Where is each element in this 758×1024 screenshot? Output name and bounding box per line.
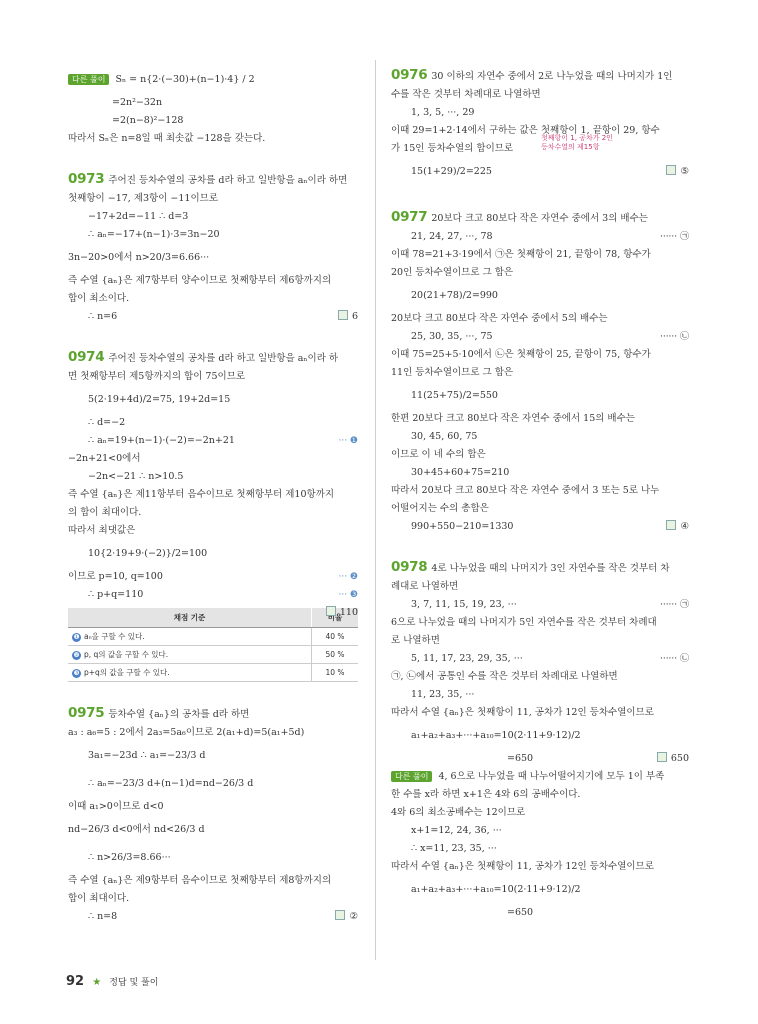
formula-line: a₃ : a₆=5 : 2에서 2a₃=5a₆이므로 2(a₁+d)=5(a₁+5d) [68, 727, 305, 738]
step-number-icon: ❷ [73, 651, 80, 659]
formula-line: 30, 45, 60, 75 [411, 431, 478, 442]
table-header: 비율 [312, 608, 359, 628]
problem-0977 [391, 208, 689, 536]
text-line: ㉠, ㉡에서 공통인 수를 작은 것부터 차례대로 나열하면 [391, 671, 618, 682]
text-line: 한편 20보다 크고 80보다 작은 자연수 중에서 15의 배수는 [391, 413, 635, 424]
text-line: 주어진 등차수열의 공차를 d라 하고 일반항을 aₙ이라 하면 [108, 175, 348, 186]
problem-number: 0978 [391, 559, 428, 575]
table-header: 채점 기준 [68, 608, 312, 628]
formula-line: nd−26/3 d<0에서 nd<26/3 d [68, 824, 205, 835]
formula-line: ∴ aₙ=−23/3 d+(n−1)d=nd−26/3 d [88, 778, 254, 789]
star-icon: ★ [92, 977, 102, 988]
formula-line: 21, 24, 27, ···, 78 [411, 231, 493, 242]
text-line: 어떨어지는 수의 총합은 [391, 503, 489, 514]
text-line: 4와 6의 최소공배수는 12이므로 [391, 807, 526, 818]
formula-line: 15(1+29)/2=225 [411, 166, 492, 177]
text-line: 즉 수열 {aₙ}은 제11항부터 음수이므로 첫째항부터 제10항까지 [68, 489, 335, 500]
label-marker: ······ ㉡ [659, 654, 689, 664]
intro-solution [68, 66, 358, 148]
formula-line: 3n−20>0에서 n>20/3=6.66··· [68, 252, 210, 263]
alt-solution [391, 768, 689, 922]
formula-line: Sₙ = n{2·(−30)+(n−1)·4} / 2 [115, 74, 255, 85]
formula-line: 11(25+75)/2=550 [411, 390, 498, 401]
answer-box: 6 [338, 308, 358, 326]
note-line: 등차수열의 제15항 [541, 143, 600, 151]
answer-box: ② [335, 908, 358, 926]
text-line: 20보다 크고 80보다 작은 자연수 중에서 5의 배수는 [391, 313, 608, 324]
formula-line: 990+550−210=1330 [411, 521, 514, 532]
text-line: 등차수열 {aₙ}의 공차를 d라 하면 [108, 709, 250, 720]
text-line: 20인 등차수열이므로 그 합은 [391, 267, 514, 278]
problem-0975 [68, 704, 358, 926]
text-line: 30 이하의 자연수 중에서 2로 나누었을 때의 나머지가 1인 [431, 71, 673, 82]
formula-line: ∴ n=8 [88, 911, 118, 922]
text-line: 가 15인 등차수열의 합이므로 [391, 143, 514, 154]
table-row [68, 664, 358, 682]
text-line: 이때 29=1+2·14에서 구하는 값은 첫째항이 1, 끝항이 29, 항수 [391, 125, 660, 136]
criterion-text: p+q의 값을 구할 수 있다. [84, 668, 170, 677]
text-line: 따라서 수열 {aₙ}은 첫째항이 11, 공차가 12인 등차수열이므로 [391, 707, 654, 718]
problem-number: 0976 [391, 67, 428, 83]
step-marker: ··· ❷ [338, 572, 358, 582]
formula-line: ∴ n>26/3=8.66··· [88, 852, 171, 863]
table-row [68, 628, 358, 646]
label-marker: ······ ㉠ [659, 600, 689, 610]
text-line: 례대로 나열하면 [391, 581, 459, 592]
text-line: 4, 6으로 나누었을 때 나누어떨어지기에 모두 1이 부족 [438, 771, 665, 782]
formula-line: x+1=12, 24, 36, ··· [411, 825, 502, 836]
text-line: 의 합이 최대이다. [68, 507, 142, 518]
problem-0976 [391, 66, 689, 186]
text-line: 합이 최소이다. [68, 293, 130, 304]
step-number-icon: ❶ [73, 633, 80, 641]
text-line: 이때 78=21+3·19에서 ㉠은 첫째항이 21, 끝항이 78, 항수가 [391, 249, 651, 260]
text-line: 따라서 20보다 크고 80보다 작은 자연수 중에서 3 또는 5로 나누 [391, 485, 660, 496]
text-line: 첫째항이 −17, 제3항이 −11이므로 [68, 193, 218, 204]
formula-line: 11, 23, 35, ··· [411, 689, 475, 700]
answer-box: 110 [326, 604, 358, 622]
table-row [68, 646, 358, 664]
formula-line: −2n+21<0에서 [68, 453, 141, 464]
text-line: 즉 수열 {aₙ}은 제7항부터 양수이므로 첫째항부터 제6항까지의 [68, 275, 332, 286]
formula-line: ∴ x=11, 23, 35, ··· [411, 843, 497, 854]
answer-box: 650 [657, 750, 689, 768]
formula-line: 10{2·19+9·(−2)}/2=100 [88, 548, 208, 559]
text-line: 면 첫째항부터 제5항까지의 합이 75이므로 [68, 371, 246, 382]
criterion-text: aₙ을 구할 수 있다. [84, 632, 145, 641]
answer-box: ④ [666, 518, 689, 536]
text-line: 11인 등차수열이므로 그 합은 [391, 367, 514, 378]
left-column [68, 66, 358, 926]
footer-title: 정답 및 풀이 [109, 978, 159, 988]
formula-line: ∴ aₙ=19+(n−1)·(−2)=−2n+21 [88, 435, 235, 446]
formula-line: =2n²−32n [112, 97, 163, 108]
formula-line: 5(2·19+4d)/2=75, 19+2d=15 [88, 394, 231, 405]
ratio-cell: 50 % [312, 646, 359, 664]
text-line: 즉 수열 {aₙ}은 제9항부터 음수이므로 첫째항부터 제8항까지의 [68, 875, 332, 886]
formula-line: =650 [507, 907, 534, 918]
problem-number: 0977 [391, 209, 428, 225]
ratio-cell: 40 % [312, 628, 359, 646]
answer-box: ⑤ [666, 158, 689, 186]
formula-line: 이므로 p=10, q=100 [68, 571, 163, 582]
formula-line: 3, 7, 11, 15, 19, 23, ··· [411, 599, 517, 610]
formula-line: −2n<−21 ∴ n>10.5 [88, 471, 184, 482]
formula-line: ∴ n=6 [88, 311, 118, 322]
ratio-cell: 10 % [312, 664, 359, 682]
formula-line: ∴ aₙ=−17+(n−1)·3=3n−20 [88, 229, 220, 240]
text-line: 따라서 Sₙ은 n=8일 때 최솟값 −128을 갖는다. [68, 133, 266, 144]
text-line: 따라서 수열 {aₙ}은 첫째항이 11, 공차가 12인 등차수열이므로 [391, 861, 654, 872]
page-footer [66, 970, 158, 989]
formula-line: 5, 11, 17, 23, 29, 35, ··· [411, 653, 523, 664]
problem-0974 [68, 348, 358, 682]
formula-line: 3a₁=−23d ∴ a₁=−23/3 d [88, 750, 206, 761]
problem-number: 0974 [68, 349, 105, 365]
text-line: 로 나열하면 [391, 635, 440, 646]
formula-line: 1, 3, 5, ···, 29 [411, 107, 475, 118]
alt-solution-tag: 다른 풀이 [391, 771, 432, 782]
formula-line: ∴ p+q=110 [88, 589, 144, 600]
step-marker: ··· ❸ [338, 590, 358, 600]
text-line: 한 수를 x라 하면 x+1은 4와 6의 공배수이다. [391, 789, 581, 800]
step-number-icon: ❸ [73, 669, 80, 677]
text-line: 6으로 나누었을 때의 나머지가 5인 자연수를 작은 것부터 차례대 [391, 617, 657, 628]
text-line: 이때 75=25+5·10에서 ㉡은 첫째항이 25, 끝항이 75, 항수가 [391, 349, 651, 360]
formula-line: =2(n−8)²−128 [112, 115, 184, 126]
criterion-text: p, q의 값을 구할 수 있다. [84, 650, 169, 659]
right-column [391, 66, 689, 922]
formula-line: 이때 a₁>0이므로 d<0 [68, 801, 164, 812]
label-marker: ······ ㉡ [659, 332, 689, 342]
problem-number: 0973 [68, 171, 105, 187]
label-marker: ······ ㉠ [659, 232, 689, 242]
formula-line: =650 [507, 753, 534, 764]
formula-line: ∴ d=−2 [88, 417, 126, 428]
margin-note [541, 134, 613, 152]
problem-number: 0975 [68, 705, 105, 721]
formula-line: a₁+a₂+a₃+···+a₁₀=10(2·11+9·12)/2 [411, 730, 581, 741]
formula-line: 20(21+78)/2=990 [411, 290, 498, 301]
formula-line: 30+45+60+75=210 [411, 467, 510, 478]
column-divider [375, 60, 376, 960]
text-line: 주어진 등차수열의 공차를 d라 하고 일반항을 aₙ이라 하 [108, 353, 339, 364]
step-marker: ··· ❶ [338, 436, 358, 446]
problem-0978 [391, 558, 689, 922]
page-number: 92 [66, 974, 85, 989]
formula-line: a₁+a₂+a₃+···+a₁₀=10(2·11+9·12)/2 [411, 884, 581, 895]
text-line: 20보다 크고 80보다 작은 자연수 중에서 3의 배수는 [431, 213, 648, 224]
formula-line: −17+2d=−11 ∴ d=3 [88, 211, 189, 222]
note-line: 첫째항이 1, 공차가 2인 [541, 134, 613, 142]
text-line: 4로 나누었을 때의 나머지가 3인 자연수를 작은 것부터 차 [431, 563, 670, 574]
text-line: 합이 최대이다. [68, 893, 130, 904]
alt-solution-tag: 다른 풀이 [68, 74, 109, 85]
formula-line: 25, 30, 35, ···, 75 [411, 331, 493, 342]
text-line: 이므로 이 네 수의 합은 [391, 449, 486, 460]
text-line: 따라서 최댓값은 [68, 525, 136, 536]
text-line: 수를 작은 것부터 차례대로 나열하면 [391, 89, 541, 100]
problem-0973 [68, 170, 358, 326]
scoring-table [68, 608, 358, 682]
